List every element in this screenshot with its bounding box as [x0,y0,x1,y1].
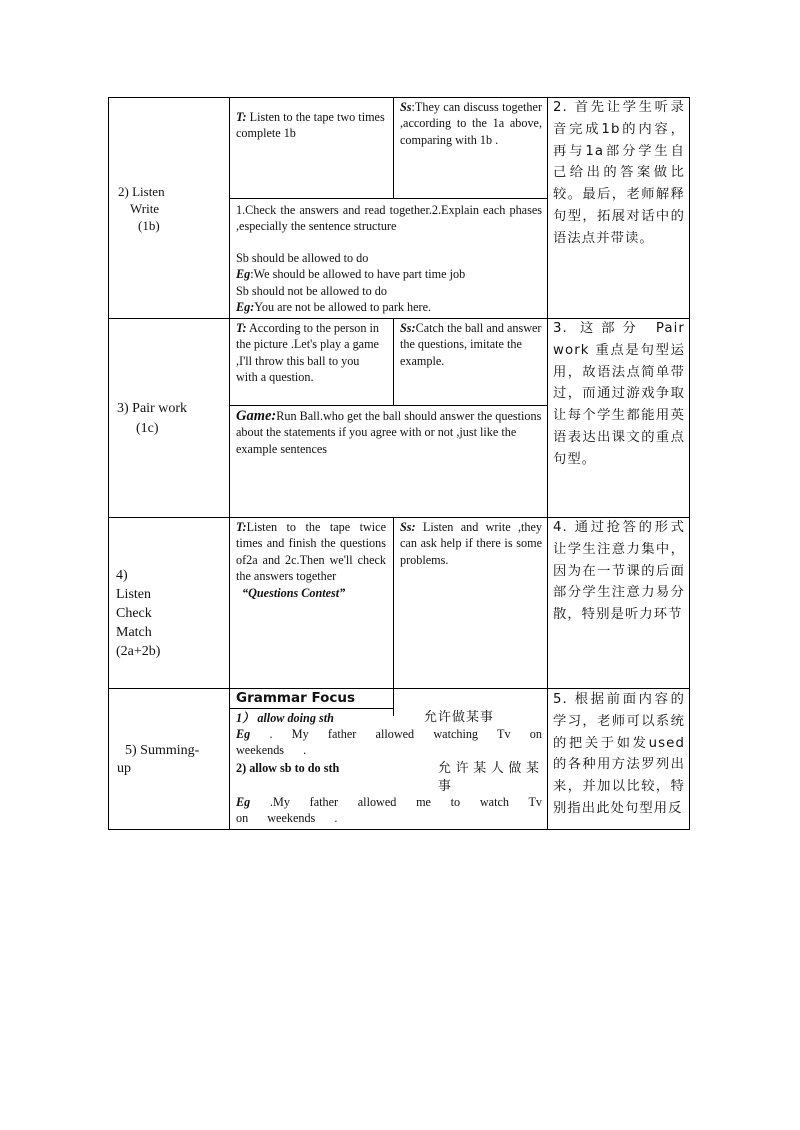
detail-line: 1.Check the answers and read together.2.Explain each phases ,especially the sentence structure [236,203,542,234]
teacher-text: Listen to the tape two times complete 1b [236,110,385,141]
teacher-prefix: T: [236,110,247,124]
row1-label-line3: (1b) [138,218,160,233]
grammar-item-2-example: Eg .My father allowed me to watch Tv on weekends . [236,795,542,825]
row1-label [114,183,226,234]
inner-divider-row4-horizontal [229,708,393,709]
grammar-focus-title: Grammar Focus [236,690,356,706]
row4-label [117,742,227,778]
students-prefix: Ss: [400,321,416,335]
row2-teacher-activity [236,320,381,386]
example-line: Eg:We should be allowed to have part time job [236,267,466,282]
row3-student-activity [400,519,542,568]
game-prefix: Game: [236,408,277,424]
row2-label-line1: 3) Pair work [117,401,187,416]
row3-label-line4: (2a+2b) [116,644,161,659]
grammar-item-2-head: 2) allow sb to do sth 允许某人做某事 [236,761,542,794]
row3-label-line1: 4) [116,568,128,583]
row4-label-line1: 5) Summing- [125,743,200,758]
example-line: Eg:You are not be allowed to park here. [236,300,432,315]
row2-teaching-note: 3. 这部分 Pair work 重点是句型运用，故语法点简单带过，而通过游戏争取让每个学生都能用英语表达出课文的重点句型。 [553,321,685,467]
detail-line: Sb should not be allowed to do [236,283,387,298]
row3-label [116,566,224,661]
students-prefix: Ss [400,100,412,114]
row3-label-line2: Listen Check [116,587,152,621]
row2-label [117,399,227,439]
row2-student-activity [400,320,542,369]
row1-label-line2: Write [130,201,160,216]
row1-teaching-note: 2. 首先让学生听录音完成1b的内容，再与1a部分学生自己给出的答案做比较。最后，老师解释句型，拓展对话中的语法点并带读。 [553,100,685,246]
row3-teaching-note: 4. 通过抢答的形式让学生注意力集中，因为在一节课的后面部分学生注意力易分散，特别是听力环节 [553,520,685,623]
teacher-text: Listen to the tape twice times and finish the questions of2a and 2c.Then we'll check the answers together [236,520,386,584]
table-border-left [108,97,109,830]
row2-game-description [236,408,542,457]
students-text: Catch the ball and answer the questions, imitate the example. [400,321,542,368]
questions-contest-title: “Questions Contest” [242,585,346,600]
row1-student-activity [400,99,542,148]
detail-line: Sb should be allowed to do [236,250,369,265]
row4-label-line2: up [117,761,131,776]
row1-label-line1: 2) Listen [118,184,165,199]
row1-teacher-activity [236,109,388,142]
game-text: Run Ball.who get the ball should answer the questions about the statements if you agree with or not ,just like the example sentences [236,409,542,456]
inner-divider-row2-horizontal [229,405,547,406]
students-text: Listen and write ,they can ask help if there is some problems. [400,520,542,567]
row2-label-line2: (1c) [136,421,159,436]
grammar-item-2-zh: 允许某人做某事 [438,761,542,794]
grammar-item-1-zh: 允许做某事 [424,710,495,725]
table-divider-col1 [229,97,230,830]
students-prefix: Ss: [400,520,416,534]
row4-teaching-note: 5. 根据前面内容的学习，老师可以系统的把关于如发used的各种用方法罗列出来，并加以比较，特别指出此处句型用反 [553,692,685,816]
teacher-prefix: T: [236,321,247,335]
teacher-prefix: T: [236,520,247,534]
inner-divider-row1-horizontal [229,198,547,199]
row1-details [236,202,542,315]
grammar-item-1-head: 1） allow doing sth 允许做某事 [236,710,495,725]
table-border-bottom [108,829,690,830]
grammar-item-1-example: Eg . My father allowed watching Tv on weekends . [236,727,542,757]
inner-divider-row3-vertical [393,517,394,688]
inner-divider-row2-vertical [393,318,394,405]
table-border-right [689,97,690,830]
grammar-focus-items [236,710,542,826]
teacher-text: According to the person in the picture .Let's play a game ,I'll throw this ball to you with a question. [236,321,379,385]
table-divider-col3 [547,97,548,830]
row3-teacher-activity [236,519,386,601]
students-text: :They can discuss together ,according to the 1a above, comparing with 1b . [400,100,542,147]
inner-divider-row1-vertical [393,97,394,198]
row3-label-line3: Match [116,625,152,640]
